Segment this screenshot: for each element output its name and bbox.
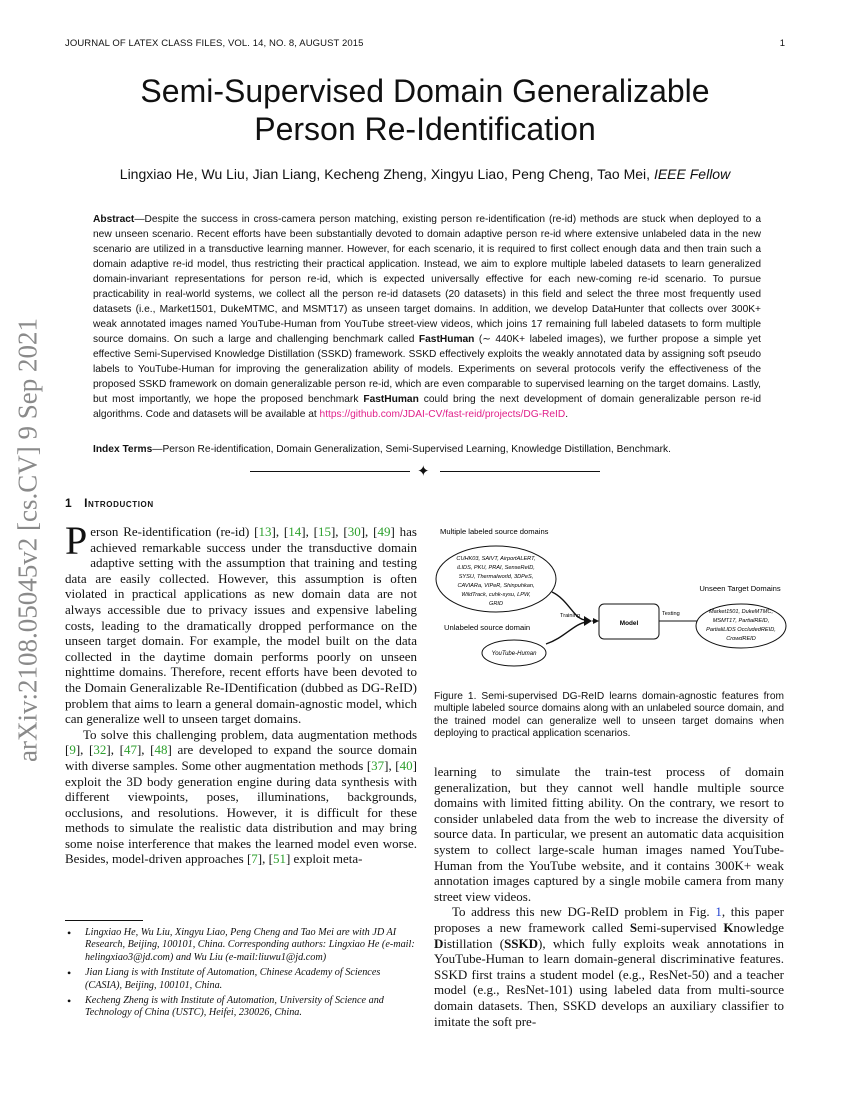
acronym-letter: D: [434, 935, 444, 951]
abstract-end: .: [565, 409, 569, 420]
intro-p2-text-c: exploit the 3D body generation engine during data synthesis with different viewpoints, poses, illuminations, backgrounds, occlusions, and resolutions. However, it is difficult for these methods to simulate the realistic data distribution and may bring some noise interference that makes the learned model even worse. Besides, model-driven approaches [: [65, 773, 417, 867]
running-head: JOURNAL OF LATEX CLASS FILES, VOL. 14, NO. 8, AUGUST 2015: [65, 38, 364, 49]
col2-p2-text-b: , this paper proposes a new framework called: [434, 904, 784, 935]
abstract-label: Abstract: [93, 214, 135, 225]
youtube-human-label: YouTube-Human: [491, 651, 537, 657]
intro-column-2: [434, 764, 784, 1029]
footnote-rule: [65, 920, 143, 921]
target-line: MSMT17, PartialREID,: [712, 618, 770, 624]
testing-label: Testing: [662, 611, 680, 617]
intro-p2-text-d: exploit meta-: [290, 851, 363, 867]
drop-cap: P: [65, 518, 88, 563]
dataset-line: CAVIARa, VIPeR, Shinpuhkan,: [457, 583, 535, 589]
separator-right: [440, 471, 600, 472]
section-heading: [65, 496, 154, 510]
caption-prefix: Figure 1.: [434, 691, 482, 702]
separator-left: [250, 471, 410, 472]
intro-p2-text-b: are developed to expand the source domain with diverse samples. Some other augmentation methods [: [65, 742, 417, 773]
citation[interactable]: 7: [251, 851, 258, 867]
col2-p2-text-e: istillation (: [443, 935, 505, 951]
citation[interactable]: 40: [399, 757, 413, 773]
merge-arrowhead: [584, 616, 592, 626]
label-unlabeled-source: Unlabeled source domain: [444, 623, 531, 632]
dataset-line: WildTrack, cuhk-sysu, LPW,: [461, 592, 531, 598]
target-line: Market1501, DukeMTMC,: [708, 609, 774, 615]
col2-p2-text-c: emi-supervised: [637, 919, 724, 935]
training-label: Training: [560, 613, 581, 619]
title-line-2: Person Re-Identification: [254, 111, 596, 147]
citation[interactable]: 37: [371, 757, 385, 773]
index-terms: [93, 442, 761, 457]
author-list: [0, 166, 850, 182]
citation[interactable]: 49: [377, 524, 391, 539]
arrow-unlabeled-to-merge: [546, 622, 586, 644]
abstract-bold-2: FastHuman: [363, 394, 419, 405]
label-multi-source: Multiple labeled source domains: [440, 527, 549, 536]
title-line-1: Semi-Supervised Domain Generalizable: [140, 73, 710, 109]
citation[interactable]: 15: [317, 524, 331, 539]
dataset-line: CUHK03, SAIVT, AirportALERT,: [456, 556, 536, 562]
footnote-item: • Kecheng Zheng is with Institute of Automation, University of Science and Technology of China (USTC), Heifei, 230026, China.: [85, 995, 417, 1020]
dataset-line: GRID: [489, 601, 503, 607]
intro-p2-text-a: To solve this challenging problem, data augmentation methods [: [65, 726, 417, 758]
col2-paragraph-1: learning to simulate the train-test process of domain generalization, but they cannot well handle multiple source domains with limited fitting ability. On the contrary, we resort to consider unlabeled data from the web to increase the diversity of source data. In particular, we present an automatic data acquisition system to collect large-scale human images named YouTube-Human from the YouTube website, and it contains 300K+ weak annotation images captured by a single mobile camera from many street view videos.: [434, 764, 784, 904]
col2-paragraph-2: [434, 904, 784, 1029]
intro-column-1: [65, 518, 417, 867]
abstract-text-3: could bring the next development of domain generalizable person re-id algorithms. Code and datasets will be available at: [93, 394, 761, 420]
figure-reference[interactable]: 1: [715, 904, 722, 920]
col2-p2-text-f: ), which fully exploits weak annotations in YouTube-Human to learn domain-general discriminative features. SSKD first trains a student model (e.g., ResNet-50) and a teacher model (e.g., ResNet-101) using labeled data from multi-source domain datasets. Then, SSKD develops an auxiliary classifier to imitate the soft pre-: [434, 935, 784, 1029]
section-number: 1: [65, 496, 73, 510]
code-link[interactable]: https://github.com/JDAI-CV/fast-reid/projects/DG-ReID: [319, 409, 566, 420]
abstract: [93, 212, 761, 422]
target-line: PartialiLIDS OccludedREID,: [706, 627, 776, 633]
footnote-item: • Lingxiao He, Wu Liu, Xingyu Liao, Peng Cheng and Tao Mei are with JD AI Research, Beijing, 100101, China. Corresponding authors: Lingxiao He (e-mail: helingxiao3@jd.com) and Wu Liu (e-mail:liuwu1@jd.com): [85, 927, 417, 964]
citation[interactable]: 13: [258, 524, 272, 539]
dataset-line: iLIDS, PKU, PRAI, SenseReID,: [457, 565, 535, 571]
footnotes: [65, 927, 417, 1023]
section-title: Introduction: [84, 496, 154, 510]
paper-title: [0, 72, 850, 148]
target-line: CrowdREID: [726, 636, 756, 642]
model-label: Model: [619, 620, 639, 627]
acronym-letter: K: [723, 919, 734, 935]
abstract-text-2: (∼ 440K+ labeled images), we further propose a simple yet effective Semi-Supervised Knowledge Distillation (SSKD) framework. SSKD effectively exploits the weakly annotated data by assigning soft pseudo labels to YouTube-Human for improving the generalization ability of models. Experiments on several protocols verify the effectiveness of the proposed SSKD framework on domain generalizable person re-id, which are even comparable to supervised learning on the target domains. Lastly, but most importantly, we hope the proposed benchmark: [93, 334, 761, 405]
author-fellow: IEEE Fellow: [653, 166, 731, 182]
figure-1-diagram: [434, 520, 790, 680]
abstract-text-1: —Despite the success in cross-camera person matching, existing person re-identification (re-id) methods are stuck when deployed to a new unseen scenario. Recent efforts have been substantially devoted to domain adaptive person re-id where extensive unlabeled data in the new scenario are utilized in a transductive learning manner. However, for each scenario, it is required to first collect enough data and then train such a domain adaptive re-id model, thus restricting their practical application. Instead, we aim to explore multiple labeled datasets to learn generalized domain-invariant representations for person re-id, which is expected universally effective for each new-coming re-id scenario. To pursue practicability in real-world systems, we collect all the person re-id datasets (20 datasets) in this field and select the three most frequently used datasets (i.e., Market1501, DukeMTMC, and MSMT17) as unseen target domains. In addition, we develop DataHunter that collects over 300K+ weak annotated images named YouTube-Human from YouTube street-view videos, which joins 17 remaining full labeled datasets to form multiple source domains. On such a large and challenging benchmark called: [93, 214, 761, 345]
footnote-item: • Jian Liang is with Institute of Automation, Chinese Academy of Sciences (CASIA), Beijing, 100101, China.: [85, 967, 417, 992]
author-names: Lingxiao He, Wu Liu, Jian Liang, Kecheng Zheng, Xingyu Liao, Peng Cheng, Tao Mei,: [119, 166, 651, 182]
arxiv-stamp-text: arXiv:2108.05045v2 [cs.CV] 9 Sep 2021: [12, 318, 43, 762]
citation[interactable]: 32: [93, 742, 107, 758]
arxiv-stamp: [8, 300, 48, 780]
dataset-line: SYSU, Thermalworld, 3DPeS,: [458, 574, 534, 580]
citation[interactable]: 51: [272, 851, 286, 867]
citation[interactable]: 47: [123, 742, 137, 758]
caption-text: Semi-supervised DG-ReID learns domain-agnostic features from multiple labeled source domains along with an unlabeled source domain, and the trained model can generalize well to unseen target domains when deploying to practical application scenarios.: [434, 691, 784, 739]
col2-p2-text-a: To address this new DG-ReID problem in Fig.: [452, 904, 716, 920]
citation[interactable]: 30: [347, 524, 361, 539]
citation[interactable]: 14: [288, 524, 302, 539]
acronym-letter: S: [629, 919, 638, 935]
separator-diamond-icon: ✦: [417, 464, 430, 480]
intro-p1-text-a: erson Re-identification (re-id) [: [90, 524, 259, 539]
acronym-sskd: SSKD: [504, 935, 539, 951]
page-number: 1: [779, 38, 785, 49]
index-terms-label: Index Terms: [93, 444, 153, 455]
abstract-bold-1: FastHuman: [418, 334, 475, 345]
citation[interactable]: 48: [154, 742, 168, 758]
intro-p1-text-b: has achieved remarkable success under the transductive domain adaptive setting with the assumption that training and testing data are easily collected. However, this assumption is often violated in practical applications as new domain data are not always accessible due to privacy issues and expensive labeling costs, leading to the dramatically dropped performance on the unseen target domain. For example, the model built on the data collected in the daytime domain performs poorly on unseen nighttime domains. Therefore, recent efforts have been devoted to the Domain Generalizable Re-IDentification (dubbed as DG-ReID) problem that aims to learn a general domain-agnostic model, which can generalize well to unseen target domains.: [65, 524, 417, 727]
intro-paragraph-2: To solve this challenging problem, data augmentation methods [9], [32], [47], [48] are developed to expand the source domain with diverse samples. Some other augmentation methods [37], [40] exploit the 3D body generation engine during data synthesis with different viewpoints, poses, illuminations, backgrounds, occlusions, and resolutions. However, it is difficult for these methods to simulate the realistic data distribution and may bring some noise interference that makes the learned model even worse. Besides, model-driven approaches [7], [51] exploit meta-: [65, 726, 417, 867]
col2-p2-text-d: nowledge: [733, 919, 784, 935]
intro-paragraph-1: Person Re-identification (re-id) [13], [14], [15], [30], [49] has achieved remarkable success under the transductive domain adaptive setting with the assumption that training and testing data are easily collected. However, this assumption is often violated in practical applications as new domain data are not always accessible due to privacy issues and expensive labeling costs, leading to the dramatically dropped performance on the unseen target domain. For example, the model built on the data collected in the daytime domain performs poorly on unseen nighttime domains. Therefore, recent efforts have been devoted to the Domain Generalizable Re-IDentification (dubbed as DG-ReID) problem that aims to learn a general domain-agnostic model, which can generalize well to unseen target domains.: [65, 518, 417, 727]
citation[interactable]: 9: [69, 742, 76, 758]
figure-1-caption: [434, 691, 784, 740]
index-terms-text: —Person Re-identification, Domain Generalization, Semi-Supervised Learning, Knowledge Distillation, Benchmark.: [152, 444, 671, 455]
label-unseen-targets: Unseen Target Domains: [699, 584, 781, 593]
